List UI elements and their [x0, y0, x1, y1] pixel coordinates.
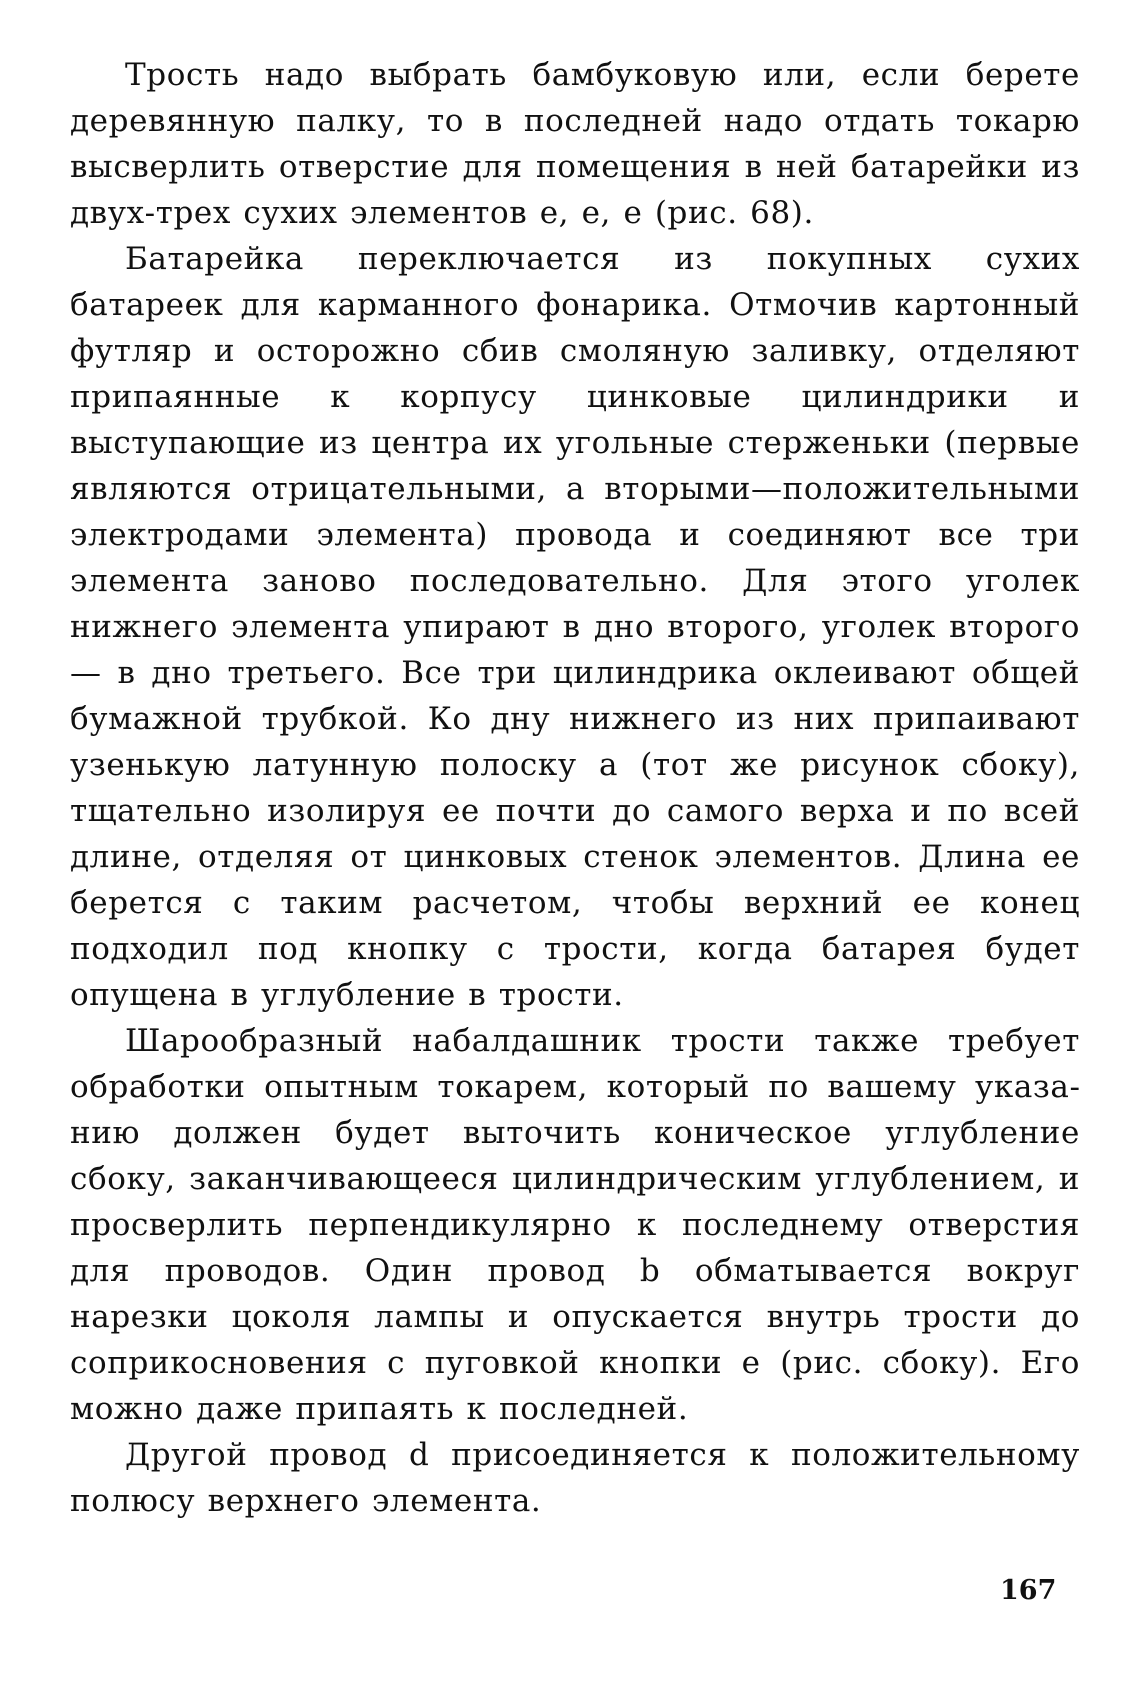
paragraph-3: Шарообразный набалдашник трости также требует обработки опытным токарем, который по вашему указанию должен будет выточить коническое углубление сбоку, заканчивающееся цилиндрическим углублением, и просверлить перпендикулярно к последнему отверстия для проводов. Один провод b обматывается вокруг нарезки цоколя лампы и опускается внутрь трости до соприкосновения с пуговкой кнопки e (рис. сбоку). Его можно даже припаять к последней.: [70, 1023, 1080, 1427]
body-text: [70, 52, 1080, 1524]
page-number: 167: [1000, 1575, 1057, 1606]
paragraph-2: Батарейка переключается из покупных сухих батареек для карманного фонарика. Отмочив картонный футляр и осторожно сбив смоляную заливку, отделяют припаянные к корпусу цинковые цилиндрики и выступающие из центра их угольные стерженьки (первые являются отрицательными, а вторыми—положительными электродами элемента) провода и соединяют все три элемента заново последовательно. Для этого уголек нижнего элемента упирают в дно второго, уголек второго — в дно третьего. Все три цилиндрика оклеивают общей бумажной трубкой. Ко дну нижнего из них припаивают узенькую латунную полоску a (тот же рисунок сбоку), тщательно изолируя ее почти до самого верха и по всей длине, отделяя от цинковых стенок элементов. Длина ее берется с таким расчетом, чтобы верхний ее конец подходил под кнопку c трости, когда батарея будет опущена в углубление в трости.: [70, 241, 1080, 1013]
paragraph-4: Другой провод d присоединяется к положительному полюсу верхнего элемента.: [70, 1437, 1080, 1519]
paragraph-1: Трость надо выбрать бамбуковую или, если берете деревянную палку, то в последней надо отдать токарю высверлить отверстие для помещения в ней батарейки из двух-трех сухих элементов e, e, e (рис. 68).: [70, 57, 1080, 231]
